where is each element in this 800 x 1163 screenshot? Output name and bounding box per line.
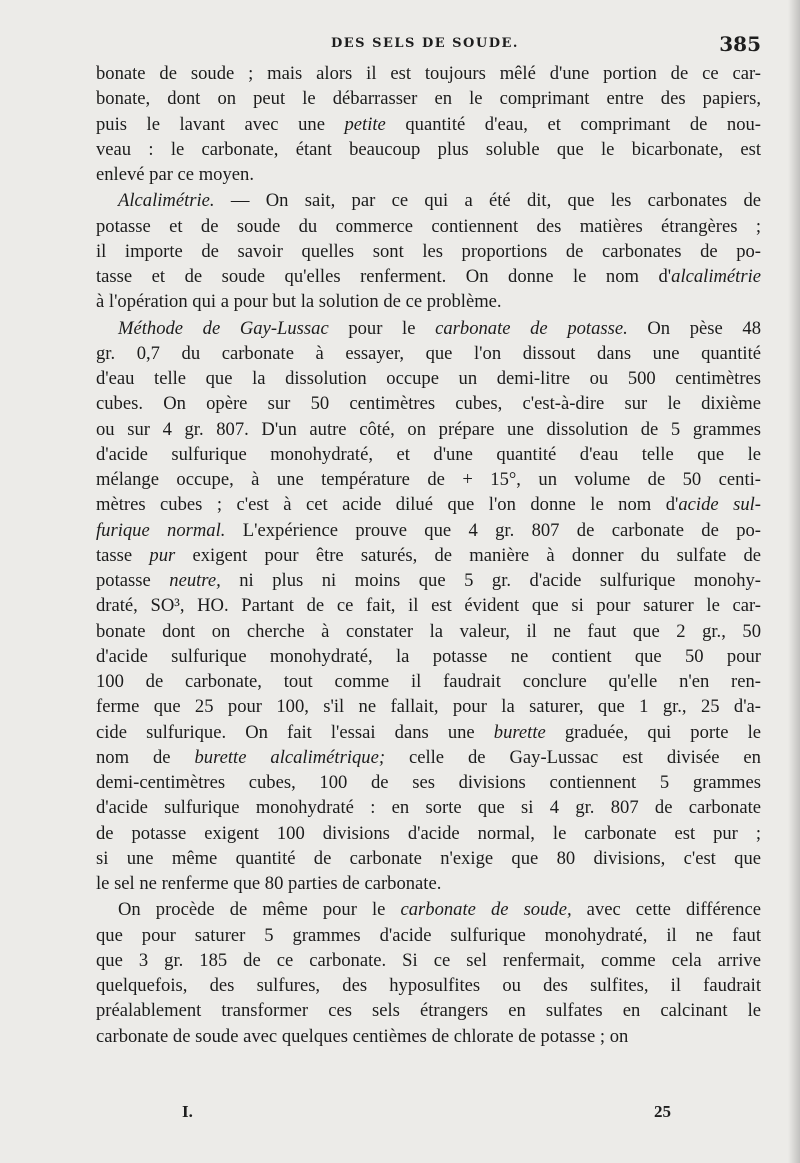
text-run: exigent pour être saturés, de manière à donner du sulfate de: [175, 544, 761, 566]
text-run: tasse et de soude qu'elles renferment. On donne le nom d': [96, 266, 672, 287]
text-line: il importe de savoir quelles sont les proportions de carbonates de po-: [96, 240, 761, 262]
text-line: draté, SO³, HO. Partant de ce fait, il est évident que si pour saturer le car-: [96, 595, 761, 617]
text-line: que pour saturer 5 grammes d'acide sulfurique monohydraté, il ne faut: [96, 924, 761, 946]
text-line: [96, 745, 761, 770]
text-run: potasse: [96, 570, 170, 591]
text-run: puis le lavant avec une: [96, 113, 345, 135]
text-line: ferme que 25 pour 100, s'il ne fallait, pour la saturer, que 1 gr., 25 d'a-: [96, 696, 761, 718]
text-run: On procède de même pour le: [118, 899, 401, 921]
italic-run: burette: [493, 721, 546, 743]
text-line: que 3 gr. 185 de ce carbonate. Si ce sel renfermait, comme cela arrive: [96, 949, 761, 971]
text-line: à l'opération qui a pour but la solution de ce problème.: [96, 291, 502, 313]
text-run: ni plus ni moins que 5 gr. d'acide sulfurique monohy-: [220, 570, 761, 591]
italic-run: pur: [149, 544, 176, 566]
text-run: tasse: [96, 544, 150, 566]
italic-run: petite: [344, 113, 386, 135]
text-run: quantité d'eau, et comprimant de nou-: [385, 113, 761, 135]
text-run: cide sulfurique. On fait l'essai dans une: [96, 721, 494, 743]
text-line: bonate, dont on peut le débarrasser en le comprimant entre des papiers,: [96, 88, 761, 110]
text-line: [96, 264, 761, 289]
text-line: [96, 897, 761, 922]
paragraph: [96, 897, 761, 1049]
text-line: carbonate de soude avec quelques centièmes de chlorate de potasse ; on: [96, 1025, 629, 1047]
text-line: veau : le carbonate, étant beaucoup plus soluble que le bicarbonate, est: [96, 138, 761, 160]
text-line: bonate dont on cherche à constater la valeur, il ne faut que 2 gr., 50: [96, 620, 761, 642]
text-line: demi-centimètres cubes, 100 de ses divisions contiennent 5 grammes: [96, 772, 761, 793]
text-line: quelquefois, des sulfures, des hyposulfites ou des sulfites, il faudrait: [96, 975, 761, 996]
text-line: ou sur 4 gr. 807. D'un autre côté, on prépare une dissolution de 5 grammes: [96, 418, 761, 440]
italic-run: alcalimétrie: [671, 266, 761, 287]
italic-run: carbonate de potasse.: [435, 317, 628, 339]
text-line: gr. 0,7 du carbonate à essayer, que l'on dissout dans une quantité: [96, 342, 761, 364]
text-line: d'acide sulfurique monohydraté : en sorte que si 4 gr. 807 de carbonate: [96, 797, 761, 819]
text-run: celle de Gay-Lussac est divisée en: [385, 746, 761, 768]
text-line: de potasse exigent 100 divisions d'acide normal, le carbonate est pur ;: [96, 822, 761, 844]
text-line: enlevé par ce moyen.: [96, 164, 254, 185]
signature-mark: I.: [182, 1102, 193, 1121]
italic-run: burette alcalimétrique;: [194, 746, 386, 768]
text-line: [96, 188, 761, 213]
page-footer: [96, 1100, 761, 1126]
text-line: le sel ne renferme que 80 parties de carbonate.: [96, 873, 442, 894]
text-line: potasse et de soude du commerce contiennent des matières étrangères ;: [96, 215, 761, 237]
text-line: 100 de carbonate, tout comme il faudrait conclure qu'elle n'en ren-: [96, 671, 761, 692]
body-text: [96, 61, 761, 1049]
text-line: [96, 492, 761, 517]
text-run: avec cette différence: [571, 899, 761, 921]
text-run: pour le: [328, 317, 436, 339]
text-line: mélange occupe, à une température de + 15°, un volume de 50 centi-: [96, 469, 761, 490]
text-line: [96, 568, 761, 593]
text-line: [96, 543, 761, 568]
italic-run: furique normal.: [96, 519, 226, 541]
text-run: On pèse 48: [627, 317, 762, 339]
text-run: mètres cubes ; c'est à cet acide dilué que l'on donne le nom d': [96, 494, 679, 516]
paragraph: [96, 188, 761, 314]
paragraph: [96, 61, 761, 187]
italic-run: Méthode de Gay-Lussac: [118, 317, 329, 339]
text-line: d'eau telle que la dissolution occupe un demi-litre ou 500 centimètres: [96, 368, 761, 389]
text-line: [96, 316, 761, 341]
italic-run: Alcalimétrie.: [118, 190, 215, 212]
text-line: d'acide sulfurique monohydraté, la potasse ne contient que 50 pour: [96, 645, 761, 667]
italic-run: neutre,: [169, 570, 221, 591]
text-line: [96, 720, 761, 745]
text-line: si une même quantité de carbonate n'exige que 80 divisions, c'est que: [96, 847, 761, 869]
text-run: nom de: [96, 746, 195, 768]
text-line: bonate de soude ; mais alors il est toujours mêlé d'une portion de ce car-: [96, 63, 761, 84]
page-edge-shadow: [788, 0, 800, 1163]
text-line: préalablement transformer ces sels étrangers en sulfates en calcinant le: [96, 1000, 761, 1022]
italic-run: carbonate de soude,: [400, 899, 572, 921]
text-line: [96, 112, 761, 137]
text-line: cubes. On opère sur 50 centimètres cubes, c'est-à-dire sur le dixième: [96, 393, 761, 415]
page-header: [96, 32, 761, 56]
text-run: — On sait, par ce qui a été dit, que les carbonates de: [214, 190, 761, 212]
italic-run: acide sul-: [678, 494, 761, 516]
running-head: DES SELS DE SOUDE.: [331, 36, 519, 51]
text-line: [96, 518, 761, 543]
page-number: 385: [719, 32, 761, 56]
text-run: graduée, qui porte le: [545, 721, 761, 743]
text-line: d'acide sulfurique monohydraté, et d'une quantité d'eau telle que le: [96, 443, 761, 465]
paragraph: [96, 316, 761, 897]
sheet-number: 25: [654, 1102, 671, 1121]
text-run: L'expérience prouve que 4 gr. 807 de carbonate de po-: [225, 519, 761, 541]
